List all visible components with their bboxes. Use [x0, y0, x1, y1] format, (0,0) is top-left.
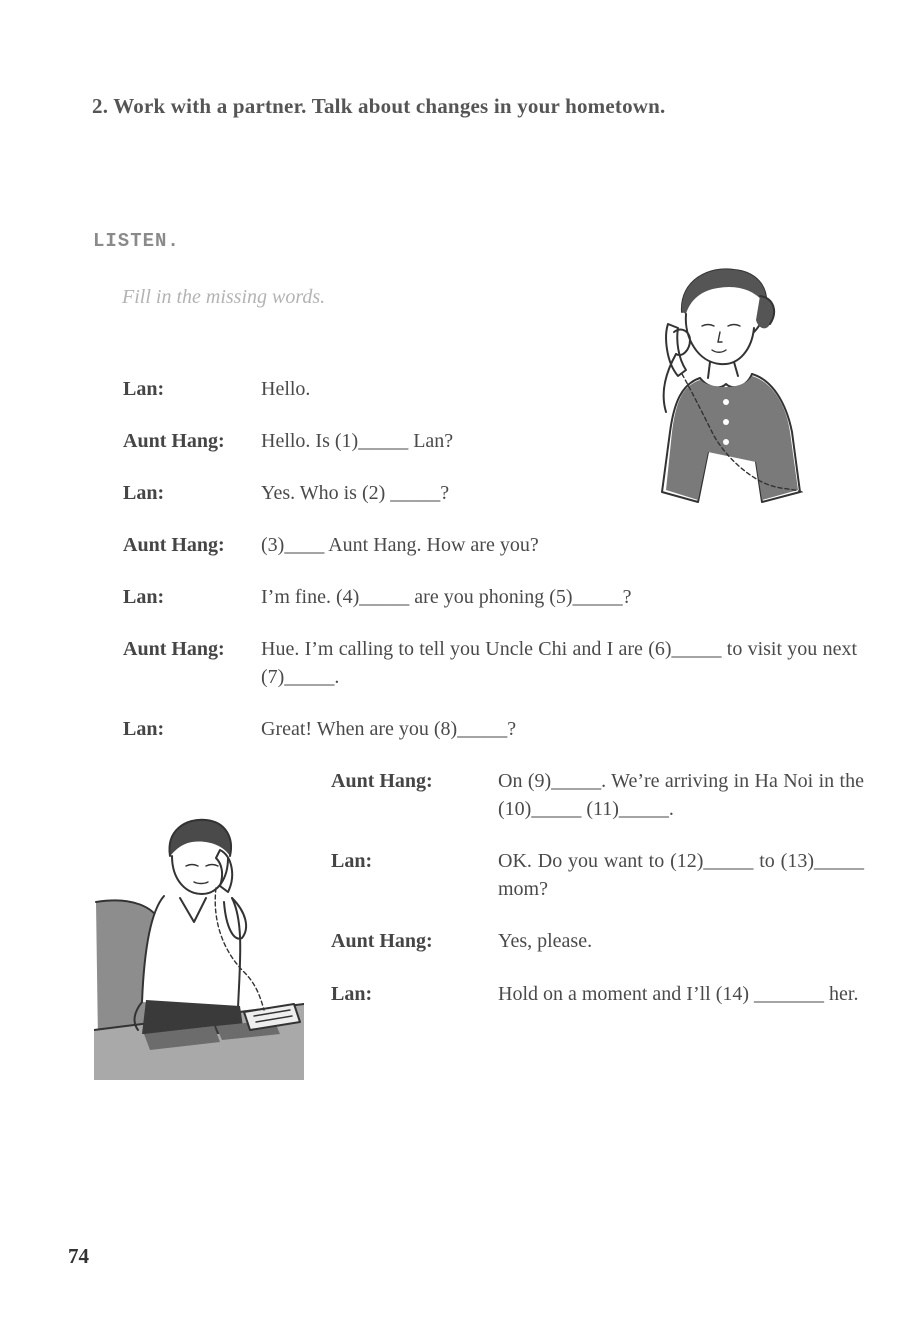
speaker-label: Aunt Hang:: [123, 430, 225, 452]
dialogue-line: I’m fine. (4)_____ are you phoning (5)_____?: [261, 586, 632, 608]
girl-on-phone-illustration: [652, 262, 820, 512]
speaker-label: Aunt Hang:: [123, 638, 225, 660]
dialogue-line: Great! When are you (8)_____?: [261, 718, 517, 740]
speaker-label: Lan:: [331, 983, 373, 1005]
speaker-label: Aunt Hang:: [331, 930, 433, 952]
dialogue-line: Hold on a moment and I’ll (14) _______ her.: [498, 983, 859, 1005]
speaker-label: Aunt Hang:: [123, 534, 225, 556]
task-instruction: 2. Work with a partner. Talk about changes in your hometown.: [92, 94, 666, 118]
dialogue-line: OK. Do you want to (12)_____ to (13)_____ mom?: [498, 850, 864, 900]
speaker-label: Lan:: [123, 378, 165, 400]
dialogue-line: Yes, please.: [498, 930, 593, 952]
speaker-label: Aunt Hang:: [331, 770, 433, 792]
dialogue-line: Yes. Who is (2) _____?: [261, 482, 450, 504]
speaker-label: Lan:: [123, 718, 165, 740]
dialogue-line: Hello.: [261, 378, 311, 400]
speaker-label: Lan:: [331, 850, 373, 872]
dialogue-line: Hello. Is (1)_____ Lan?: [261, 430, 454, 452]
dialogue-line: (3)____ Aunt Hang. How are you?: [261, 534, 539, 556]
dialogue-line: Hue. I’m calling to tell you Uncle Chi and I are (6)_____ to visit you next (7)_____.: [261, 638, 857, 688]
speaker-label: Lan:: [123, 482, 165, 504]
dialogue-line: On (9)_____. We’re arriving in Ha Noi in the (10)_____ (11)_____.: [498, 770, 864, 820]
speaker-label: Lan:: [123, 586, 165, 608]
section-heading: LISTEN.: [93, 230, 180, 252]
woman-on-phone-illustration: [94, 772, 304, 1080]
exercise-instruction: Fill in the missing words.: [122, 286, 326, 308]
page-number: 74: [68, 1244, 89, 1268]
